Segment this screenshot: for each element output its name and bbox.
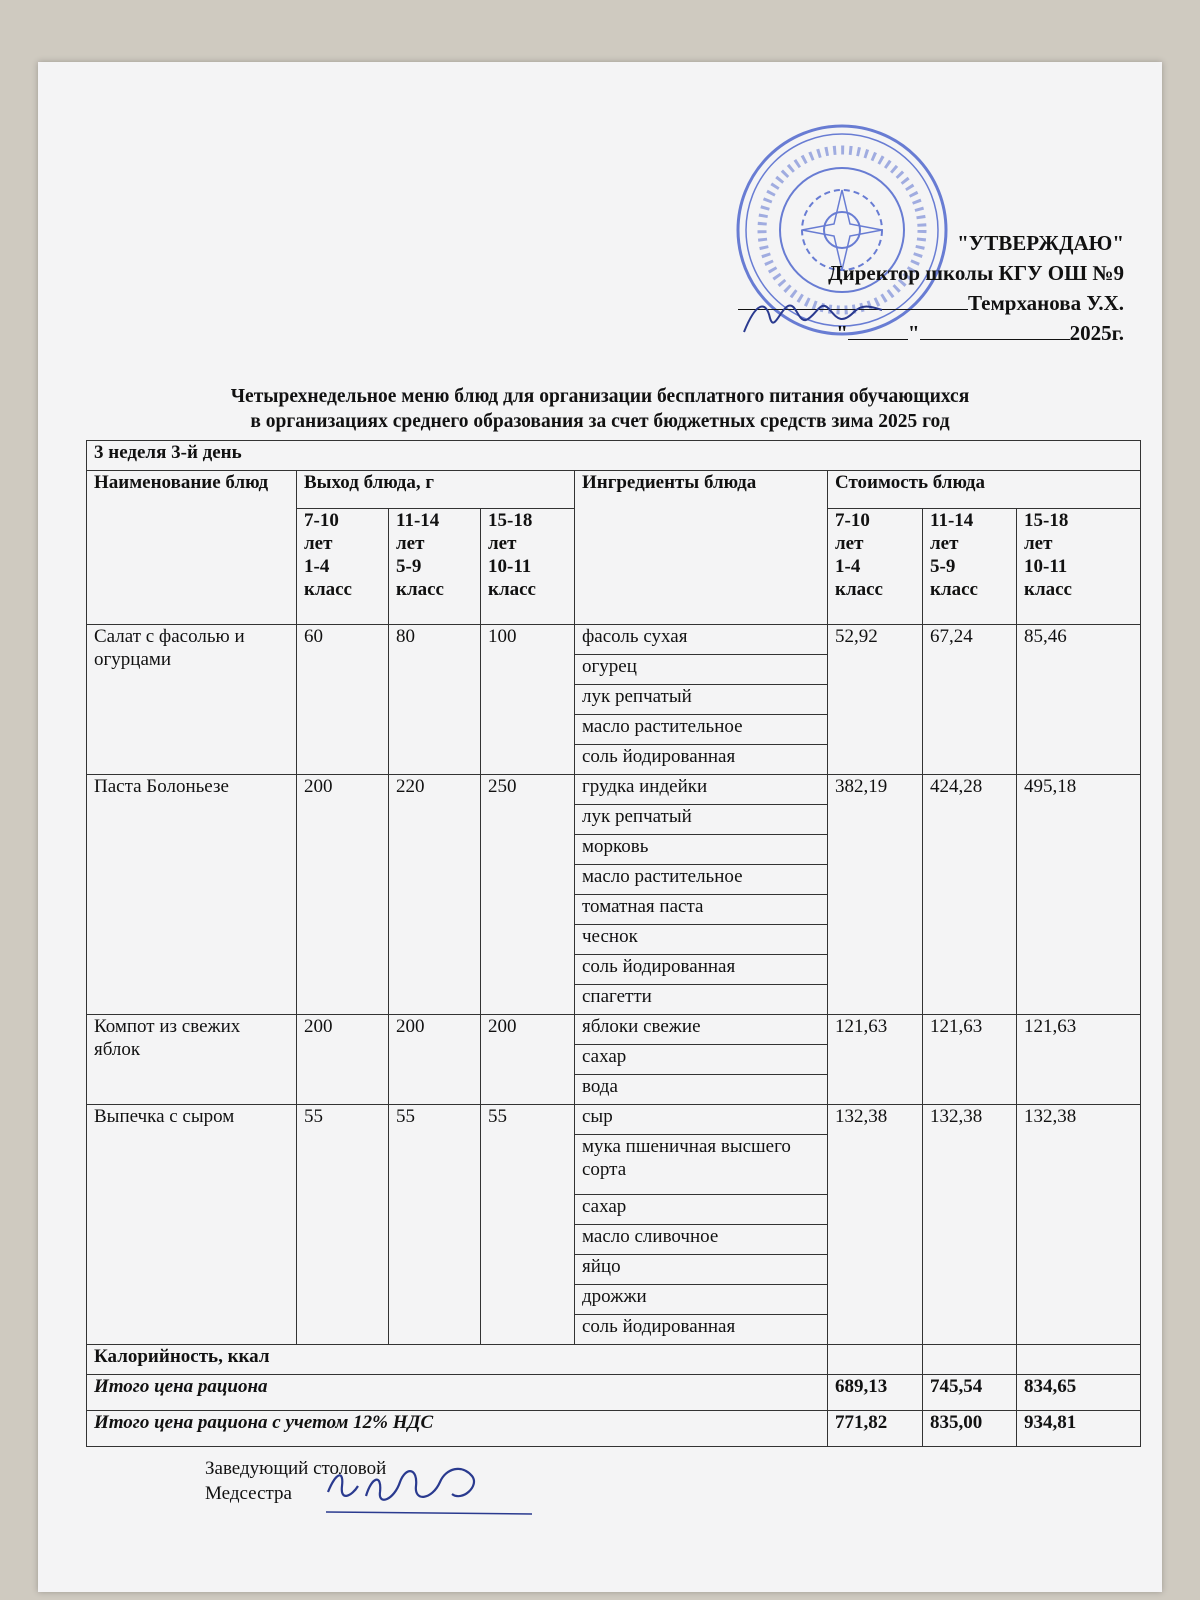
total-value: 689,13 — [828, 1375, 923, 1411]
age-group-word: лет — [1024, 533, 1053, 554]
dish-yield: 55 — [389, 1105, 481, 1345]
age-group-word: 7-10 — [835, 510, 870, 531]
ingredient: сахар — [575, 1195, 828, 1225]
age-group-word: 7-10 — [304, 510, 339, 531]
cost-age-group-3 — [1017, 509, 1141, 625]
date-month-line — [920, 321, 1070, 340]
dish-cost: 85,46 — [1017, 625, 1141, 775]
total-label: Итого цена рациона — [87, 1375, 828, 1411]
ingredient: масло растительное — [575, 865, 828, 895]
age-group-word: лет — [930, 533, 959, 554]
age-group-word: 15-18 — [488, 510, 533, 531]
calories-row — [87, 1345, 1141, 1375]
yield-age-group-1 — [297, 509, 389, 625]
ingredient: чеснок — [575, 925, 828, 955]
nurse-signature-icon — [322, 1452, 542, 1522]
ingredient: яйцо — [575, 1255, 828, 1285]
ingredient: фасоль сухая — [575, 625, 828, 655]
ingredient: дрожжи — [575, 1285, 828, 1315]
age-group-word: 15-18 — [1024, 510, 1069, 531]
table-row — [87, 1015, 1141, 1045]
age-group-word: 11-14 — [930, 510, 974, 531]
dish-yield: 55 — [481, 1105, 575, 1345]
age-group-word: лет — [304, 533, 333, 554]
ingredient: сыр — [575, 1105, 828, 1135]
age-group-word: класс — [835, 579, 883, 600]
ingredient: соль йодированная — [575, 955, 828, 985]
ingredient: томатная паста — [575, 895, 828, 925]
ingredient: соль йодированная — [575, 1315, 828, 1345]
table-row — [87, 775, 1141, 805]
age-group-word: 1-4 — [835, 556, 861, 577]
dish-yield: 220 — [389, 775, 481, 1015]
cost-age-group-2 — [923, 509, 1017, 625]
total-vat-value: 835,00 — [923, 1411, 1017, 1447]
ingredient: спагетти — [575, 985, 828, 1015]
yield-age-group-2 — [389, 509, 481, 625]
director-signature-icon — [736, 292, 886, 342]
dish-cost: 424,28 — [923, 775, 1017, 1015]
dish-name: Паста Болоньезе — [87, 775, 297, 1015]
age-group-word: класс — [396, 579, 444, 600]
dish-yield: 60 — [297, 625, 389, 775]
age-group-word: класс — [304, 579, 352, 600]
dish-yield: 100 — [481, 625, 575, 775]
date-quote-open: " — [836, 321, 848, 345]
table-row — [87, 625, 1141, 655]
dish-cost: 382,19 — [828, 775, 923, 1015]
dish-cost: 495,18 — [1017, 775, 1141, 1015]
age-group-word: класс — [930, 579, 978, 600]
dish-cost: 121,63 — [828, 1015, 923, 1105]
dish-cost: 67,24 — [923, 625, 1017, 775]
dish-yield: 200 — [481, 1015, 575, 1105]
age-group-word: 1-4 — [304, 556, 330, 577]
ingredient: яблоки свежие — [575, 1015, 828, 1045]
age-group-word: лет — [488, 533, 517, 554]
age-group-word: 5-9 — [396, 556, 422, 577]
dish-cost: 132,38 — [828, 1105, 923, 1345]
calories-value — [1017, 1345, 1141, 1375]
title-line-2: в организациях среднего образования за счет бюджетных средств зима 2025 год — [250, 411, 950, 432]
dish-yield: 200 — [297, 775, 389, 1015]
dish-yield: 200 — [297, 1015, 389, 1105]
ingredient: огурец — [575, 655, 828, 685]
ingredient: лук репчатый — [575, 805, 828, 835]
ingredient: соль йодированная — [575, 745, 828, 775]
age-group-word: 10-11 — [1024, 556, 1068, 577]
total-value: 834,65 — [1017, 1375, 1141, 1411]
dish-yield: 250 — [481, 775, 575, 1015]
ingredient: сахар — [575, 1045, 828, 1075]
date-year: 2025г. — [1069, 321, 1124, 345]
total-vat-value: 934,81 — [1017, 1411, 1141, 1447]
total-vat-value: 771,82 — [828, 1411, 923, 1447]
header-name: Наименование блюд — [87, 471, 297, 625]
total-vat-label: Итого цена рациона с учетом 12% НДС — [87, 1411, 828, 1447]
dish-name: Салат с фасолью и огурцами — [87, 625, 297, 775]
footer-canteen-head: Заведующий столовой — [205, 1458, 387, 1479]
age-group-word: 10-11 — [488, 556, 532, 577]
header-ingredients: Ингредиенты блюда — [575, 471, 828, 625]
ingredient: мука пшеничная высшего сорта — [575, 1135, 828, 1195]
age-group-word: 5-9 — [930, 556, 956, 577]
approval-position: Директор школы КГУ ОШ №9 — [828, 261, 1124, 285]
approval-name: Темрханова У.Х. — [967, 291, 1124, 315]
ingredient: грудка индейки — [575, 775, 828, 805]
header-cost: Стоимость блюда — [828, 471, 1141, 509]
ingredient: вода — [575, 1075, 828, 1105]
age-group-word: класс — [488, 579, 536, 600]
total-value: 745,54 — [923, 1375, 1017, 1411]
day-label: 3 неделя 3-й день — [87, 441, 1141, 471]
age-group-word: лет — [396, 533, 425, 554]
total-row — [87, 1375, 1141, 1411]
dish-cost: 121,63 — [923, 1015, 1017, 1105]
age-group-word: класс — [1024, 579, 1072, 600]
date-quote-close: " — [907, 321, 920, 345]
age-group-word: 11-14 — [396, 510, 440, 531]
ingredient: масло растительное — [575, 715, 828, 745]
approval-title: "УТВЕРЖДАЮ" — [957, 231, 1124, 255]
ingredient: лук репчатый — [575, 685, 828, 715]
footer-nurse: Медсестра — [205, 1483, 292, 1504]
total-vat-row — [87, 1411, 1141, 1447]
dish-cost: 132,38 — [923, 1105, 1017, 1345]
ingredient: масло сливочное — [575, 1225, 828, 1255]
dish-cost: 121,63 — [1017, 1015, 1141, 1105]
dish-name: Выпечка с сыром — [87, 1105, 297, 1345]
calories-value — [923, 1345, 1017, 1375]
cost-age-group-1 — [828, 509, 923, 625]
dish-cost: 132,38 — [1017, 1105, 1141, 1345]
ingredient: морковь — [575, 835, 828, 865]
dish-cost: 52,92 — [828, 625, 923, 775]
dish-yield: 200 — [389, 1015, 481, 1105]
yield-age-group-3 — [481, 509, 575, 625]
calories-label: Калорийность, ккал — [87, 1345, 828, 1375]
title-line-1: Четырехнедельное меню блюд для организации бесплатного питания обучающихся — [230, 386, 970, 407]
menu-table — [86, 440, 1141, 1447]
age-group-word: лет — [835, 533, 864, 554]
table-row — [87, 1105, 1141, 1135]
header-yield: Выход блюда, г — [297, 471, 575, 509]
dish-yield: 55 — [297, 1105, 389, 1345]
document-title — [60, 384, 1140, 434]
calories-value — [828, 1345, 923, 1375]
dish-yield: 80 — [389, 625, 481, 775]
dish-name: Компот из свежих яблок — [87, 1015, 297, 1105]
